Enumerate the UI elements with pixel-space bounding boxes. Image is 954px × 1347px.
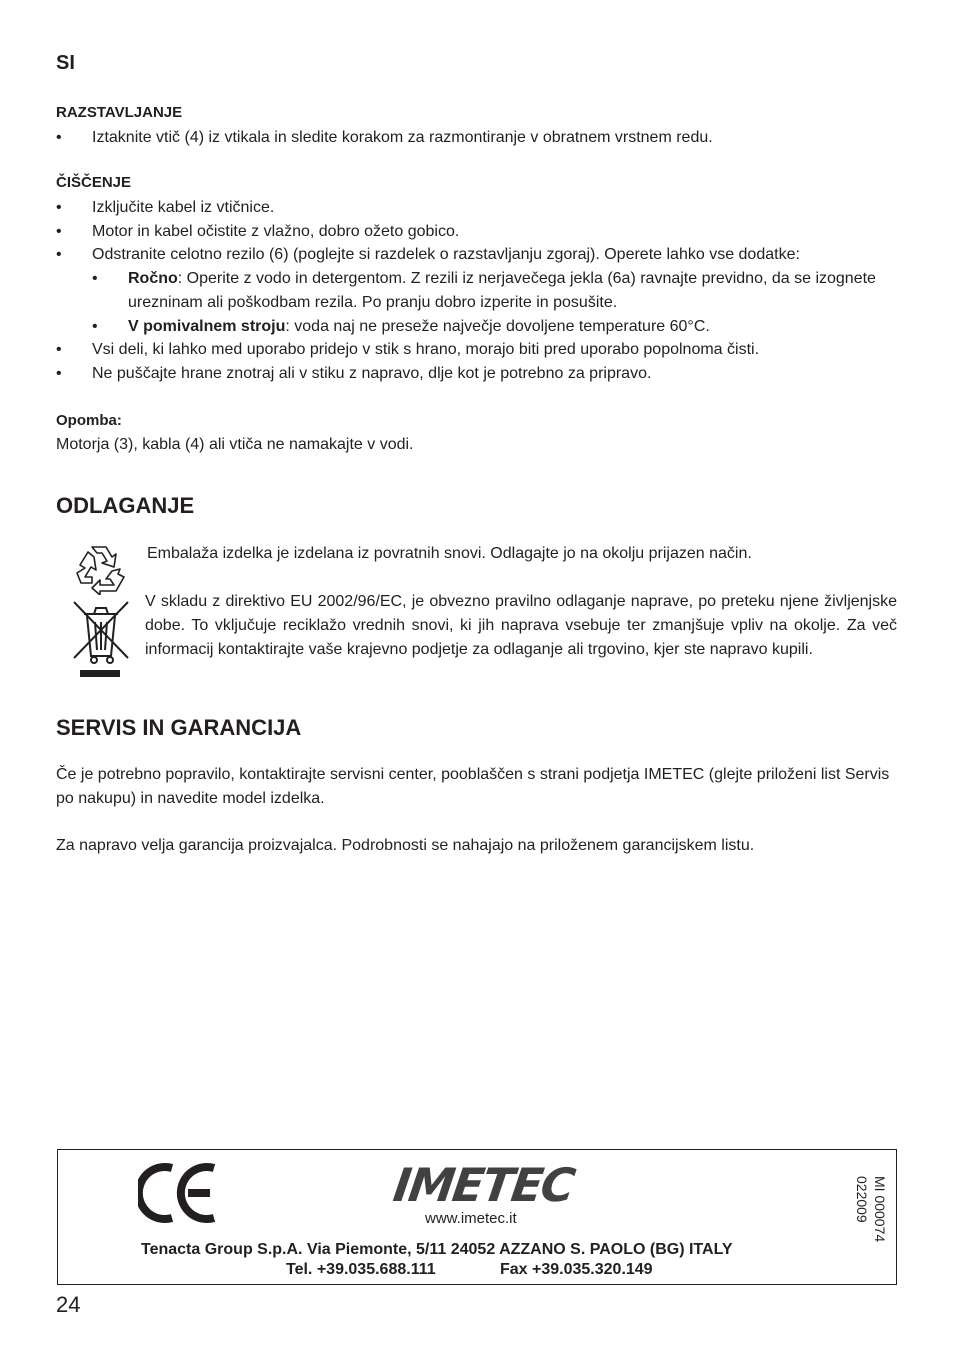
- cleaning-list: [56, 196, 898, 386]
- document-code-line-1: MI 000074: [872, 1176, 888, 1243]
- sublist-item-text: : voda naj ne preseže največje dovoljene temperature 60°C.: [285, 317, 710, 335]
- list-item-text: Izključite kabel iz vtičnice.: [92, 199, 275, 216]
- company-address: Tenacta Group S.p.A. Via Piemonte, 5/11 24052 AZZANO S. PAOLO (BG) ITALY: [141, 1241, 733, 1258]
- ce-mark-icon: [138, 1162, 220, 1224]
- disposal-heading: ODLAGANJE: [56, 493, 195, 518]
- list-item-text: Vsi deli, ki lahko med uporabo pridejo v stik s hrano, morajo biti pred uporabo popolnoma čisti.: [92, 341, 760, 359]
- service-heading: SERVIS IN GARANCIJA: [56, 715, 302, 740]
- recycle-icon: [72, 543, 130, 595]
- list-item: • Motor in kabel očistite z vlažno, dobro ožeto gobico.: [56, 222, 460, 240]
- list-item-text: Iztaknite vtič (4) iz vtikala in sledite korakom za razmontiranje v obratnem vrstnem redu.: [92, 129, 713, 146]
- packaging-text: Embalaža izdelka je izdelana iz povratnih snovi. Odlagajte jo na okolju prijazen način.: [147, 545, 752, 562]
- service-paragraph-1: Če je potrebno popravilo, kontaktirajte servisni center, pooblaščen s strani podjetja IMETEC (glejte priloženi list Servis po nakupu) in navedite model izdelka.: [56, 766, 890, 807]
- service-paragraph-2: Za napravo velja garancija proizvajalca. Podrobnosti se nahajajo na priloženem garancijskem listu.: [56, 837, 755, 854]
- sublist-item: • V pomivalnem stroju: voda naj ne preseže največje dovoljene temperature 60°C.: [92, 317, 710, 335]
- disassembly-heading: RAZSTAVLJANJE: [56, 104, 183, 121]
- sublist-item-bold: V pomivalnem stroju: [128, 317, 286, 335]
- page-number: 24: [56, 1292, 81, 1317]
- document-code-line-2: 022009: [854, 1176, 870, 1223]
- list-item: • Vsi deli, ki lahko med uporabo pridejo v stik s hrano, morajo biti pred uporabo popolnoma čisti.: [56, 341, 760, 359]
- document-code: [852, 1176, 892, 1266]
- sublist-item-bold: Ročno: [128, 270, 178, 288]
- list-item: • Ne puščajte hrane znotraj ali v stiku z napravo, dlje kot je potrebno za pripravo.: [56, 364, 652, 382]
- list-item: • Iztaknite vtič (4) iz vtikala in sledite korakom za razmontiranje v obratnem vrstnem redu.: [56, 129, 713, 146]
- note-text: Motorja (3), kabla (4) ali vtiča ne namakajte v vodi.: [56, 436, 414, 453]
- language-code: SI: [56, 52, 75, 74]
- list-item: • Izključite kabel iz vtičnice.: [56, 199, 275, 216]
- imetec-logo: IMETEC: [390, 1158, 577, 1212]
- sublist-item: • Ročno: Operite z vodo in detergentom. Z rezili iz nerjavečega jekla (6a) ravnajte previdno, da se izognete urezninam ali poškodbam rezila. Po pranju dobro izperite in posušite.: [92, 270, 876, 311]
- list-item: • Odstranite celotno rezilo (6) (poglejte si razdelek o razstavljanju zgoraj). Operete lahko vse dodatke: • Ročno: Operite z vodo in detergentom. Z rezili iz nerjavečega jekla (6a) ravnajte previdno, da se izognete urezninam ali poškodbam rezila. Po pranju dobro izperite in posušite. • V pomivalnem stroju: voda naj ne preseže največje dovoljene temperature 60°C.: [56, 243, 898, 338]
- sublist-item-text: : Operite z vodo in detergentom. Z rezili iz nerjavečega jekla (6a) ravnajte previdno, da se izognete urezninam ali poškodbam rezila. Po pranju dobro izperite in posušite.: [128, 270, 876, 311]
- list-item-text: Ne puščajte hrane znotraj ali v stiku z napravo, dlje kot je potrebno za pripravo.: [92, 364, 652, 382]
- list-item-text: Motor in kabel očistite z vlažno, dobro ožeto gobico.: [92, 222, 460, 240]
- cleaning-sublist: [92, 267, 898, 338]
- weee-bin-icon: [70, 600, 132, 680]
- fax-number: Fax +39.035.320.149: [500, 1261, 653, 1278]
- list-item-text: Odstranite celotno rezilo (6) (poglejte si razdelek o razstavljanju zgoraj). Operete lahko vse dodatke:: [92, 246, 800, 264]
- weee-text: V skladu z direktivo EU 2002/96/EC, je obvezno pravilno odlaganje naprave, po preteku njene življenjske dobe. To vključuje reciklažo vrednih snovi, ki jih naprava vsebuje ter zmanjšuje vpliv na okolje. Za več informacij kontaktirajte vaše krajevno podjetje za odlaganje ali trgovino, kjer ste napravo kupili.: [145, 593, 897, 658]
- disassembly-list: [56, 126, 898, 150]
- telephone-number: Tel. +39.035.688.111: [286, 1261, 436, 1278]
- cleaning-heading: ČIŠČENJE: [56, 174, 132, 191]
- note-heading: Opomba:: [56, 412, 122, 429]
- website-text: www.imetec.it: [425, 1210, 517, 1227]
